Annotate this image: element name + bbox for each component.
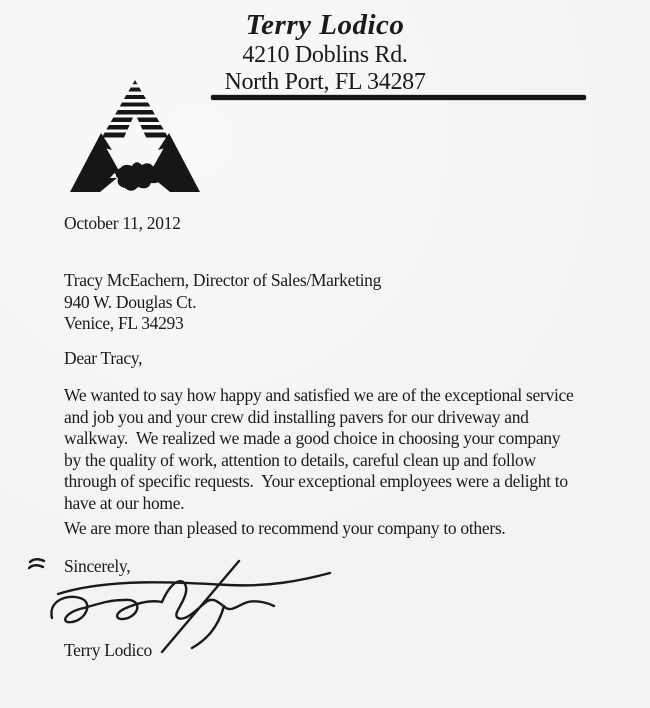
body-line: through of specific requests. Your exceptional employees were a delight to [64, 471, 568, 491]
salutation: Dear Tracy, [64, 348, 143, 368]
recipient-street: 940 W. Douglas Ct. [64, 291, 197, 312]
body-line: by the quality of work, attention to details, careful clean up and follow [64, 449, 536, 470]
recipient-name-title: Tracy McEachern, Director of Sales/Marketing [64, 270, 382, 290]
letterhead-rule [211, 95, 586, 100]
closing: Sincerely, [64, 556, 131, 576]
recipient-city-state-zip: Venice, FL 34293 [64, 313, 184, 333]
letterhead-name: Terry Lodico [245, 9, 405, 41]
typed-signature-name: Terry Lodico [64, 640, 152, 660]
body-line: have at our home. [64, 492, 185, 513]
letterhead-address-line2: North Port, FL 34287 [224, 69, 426, 95]
letterhead-address-line1: 4210 Doblins Rd. [242, 42, 408, 68]
body-line: walkway. We realized we made a good choice in choosing your company [64, 428, 561, 448]
body-paragraph-1 [64, 385, 573, 514]
handshake-pyramid-logo-icon [70, 80, 200, 200]
body-line: We wanted to say how happy and satisfied we are of the exceptional service [64, 385, 574, 405]
recipient-address-block [64, 270, 381, 335]
letter-date: October 11, 2012 [64, 213, 181, 233]
body-paragraph-2: We are more than pleased to recommend your company to others. [64, 518, 506, 538]
body-line: and job you and your crew did installing pavers for our driveway and [64, 406, 529, 427]
